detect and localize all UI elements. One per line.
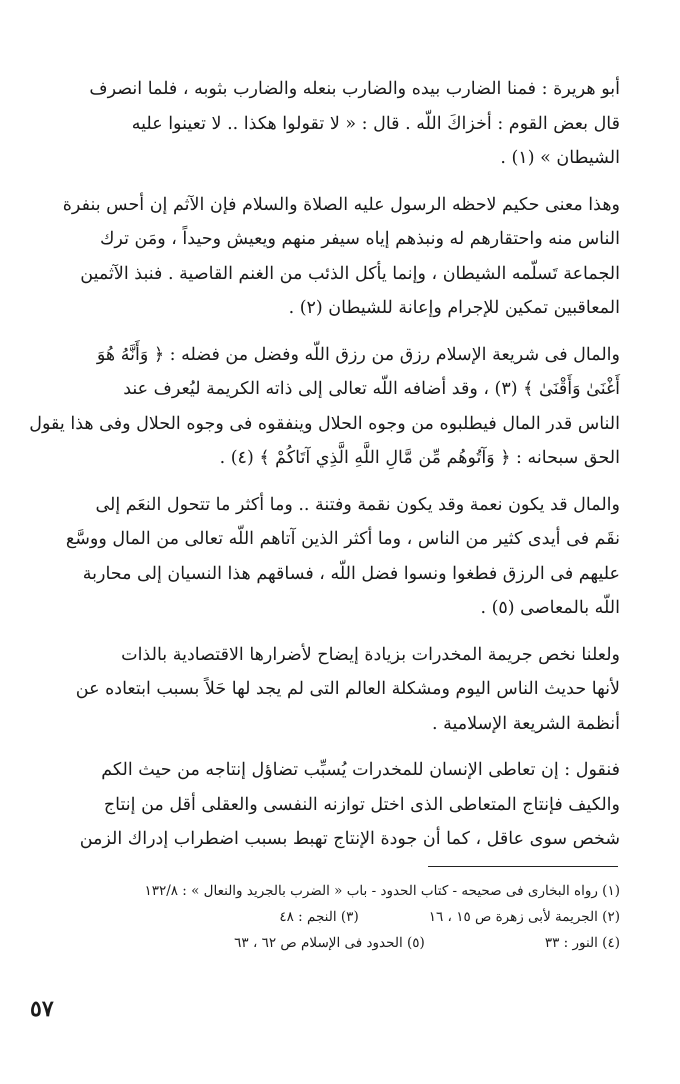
page-number: ٥٧	[30, 996, 54, 1022]
text-line: قال بعض القوم : أخزاكَ اللّه . قال : « لا تقولوا هكذا .. لا تعينوا عليه	[131, 113, 620, 134]
text-line: أنظمة الشريعة الإسلامية .	[432, 713, 620, 734]
text-line: نقَم فى أيدى كثير من الناس ، وما أكثر الذين آتاهم اللّه تعالى من المال ووسَّع	[65, 529, 620, 549]
footnote-3: (٣) النجم : ٤٨	[279, 909, 359, 925]
text-line: الناس قدر المال فيطلبوه من وجوه الحلال وينفقوه فى وجوه الحلال وفى هذا يقول	[29, 413, 620, 434]
text-line: وهذا معنى حكيم لاحظه الرسول عليه الصلاة والسلام فإن الآثم إن أحس بنفرة	[62, 194, 620, 215]
text-line: ولعلنا نخص جريمة المخدرات بزيادة إيضاح لأضرارها الاقتصادية بالذات	[121, 644, 620, 665]
footnotes	[60, 878, 620, 956]
text-line: أَغْنَىٰ وَأَقْنَىٰ ﴾ (٣) ، وقد أضافه اللّه تعالى إلى ذاته الكريمة ليُعرف عند	[123, 379, 620, 399]
text-line: أبو هريرة : فمنا الضارب بيده والضارب بنعله والضارب بثوبه ، فلما انصرف	[89, 79, 620, 99]
text-line: شخص سوى عاقل ، كما أن جودة الإنتاج تهبط بسبب اضطراب إدراك الزمن	[79, 829, 620, 849]
text-line: والكيف فإنتاج المتعاطى الذى اختل توازنه النفسى والعقلى أقل من إنتاج	[103, 794, 620, 815]
footnote-4: (٤) النور : ٣٣	[544, 935, 620, 951]
footnote-row	[60, 878, 620, 904]
text-line: الحق سبحانه : ﴿ وَآتُوهُم مِّن مَّالِ اللَّهِ الَّذِي آتَاكُمْ ﴾ (٤) .	[219, 448, 620, 468]
paragraph-5	[50, 638, 620, 742]
footnote-separator	[428, 866, 618, 867]
paragraph-1	[50, 72, 620, 176]
paragraph-3	[29, 338, 620, 476]
text-line: الشيطان » (١) .	[500, 148, 620, 168]
footnote-row	[60, 904, 620, 930]
text-line: لأنها حديث الناس اليوم ومشكلة العالم التى لم يجد لها حَلاً بسبب ابتعاده عن	[75, 679, 620, 699]
text-line: اللّه بالمعاصى (٥) .	[480, 598, 620, 618]
text-line: والمال فى شريعة الإسلام رزق من رزق اللّه وفضل من فضله : ﴿ وَأَنَّهُ هُوَ	[96, 344, 620, 365]
footnote-row	[60, 930, 620, 956]
text-line: الناس منه واحتقارهم له ونبذهم إياه سيفر منهم ويعيش وحيداً ، ومَن ترك	[99, 229, 620, 249]
main-text	[29, 72, 620, 869]
paragraph-2	[50, 188, 620, 326]
paragraph-6	[50, 753, 620, 857]
footnote-2: (٢) الجريمة لأبى زهرة ص ١٥ ، ١٦	[428, 909, 620, 925]
paragraph-4	[50, 488, 620, 626]
text-line: عليهم فى الرزق فطغوا ونسوا فضل اللّه ، فساقهم هذا النسيان إلى محاربة	[82, 563, 620, 584]
footnote-5: (٥) الحدود فى الإسلام ص ٦٢ ، ٦٣	[234, 935, 425, 951]
text-line: والمال قد يكون نعمة وقد يكون نقمة وفتنة .. وما أكثر ما تتحول النعَم إلى	[95, 494, 620, 515]
footnote-1: (١) رواه البخارى فى صحيحه - كتاب الحدود - باب « الضرب بالجريد والنعال » : ١٣٢/٨	[144, 883, 620, 899]
text-line: المعاقبين تمكين للإجرام وإعانة للشيطان (٢) .	[288, 298, 620, 318]
text-line: الجماعة تَسلّمه الشيطان ، وإنما يأكل الذئب من الغنم القاصية . فنبذ الآثمين	[80, 263, 620, 284]
text-line: فنقول : إن تعاطى الإنسان للمخدرات يُسبِّب تضاؤل إنتاجه من حيث الكم	[101, 760, 620, 780]
